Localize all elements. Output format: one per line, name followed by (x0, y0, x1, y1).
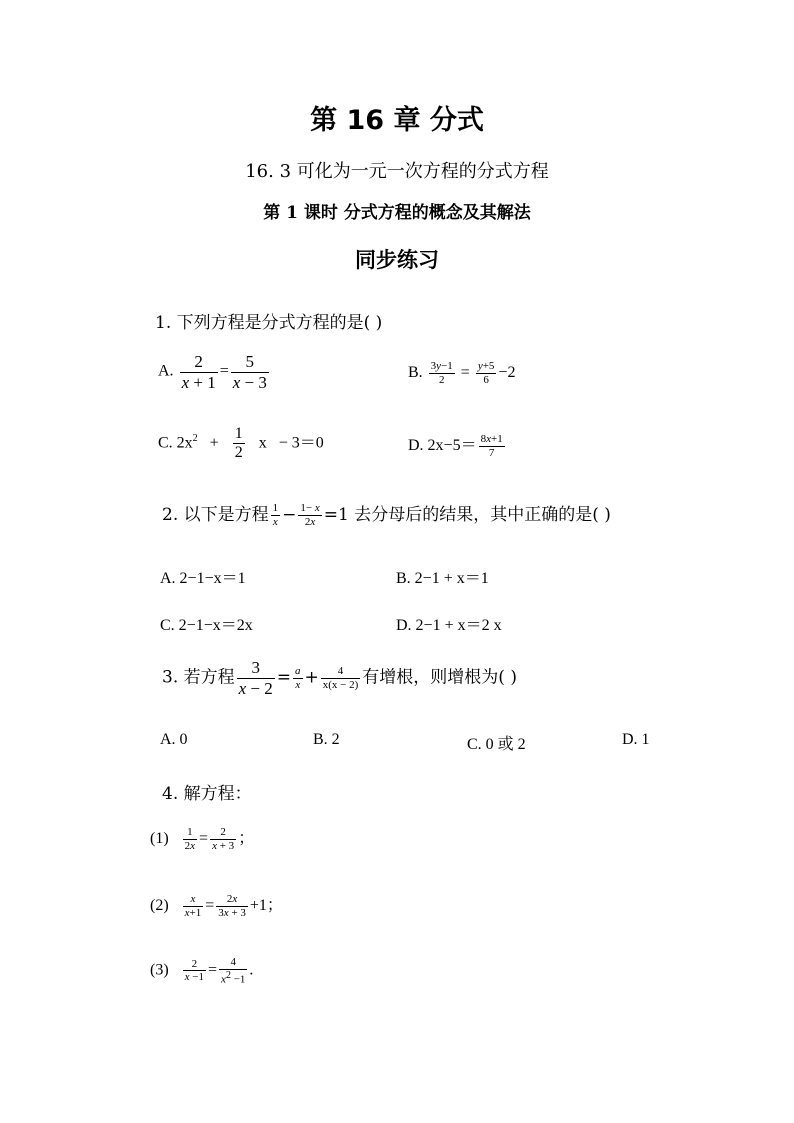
q3-stem: 3. 若方程 $\frac{3}{x - 2}$ = $\frac{a}{x}$ + $\frac{4}{x(x - 2)}$ 有增根，则增根为( ) (162, 658, 517, 698)
q3-option-c: C. 0 或 2 (467, 736, 526, 753)
q1-option-d: D. 2x−5＝ $\frac{8x+1}{7}$ (408, 433, 503, 459)
q1-option-c: C. $2x^2$ + $\frac{1}{2}$ x − 3＝0 (158, 425, 324, 462)
practice-heading: 同步练习 (355, 247, 439, 272)
q3-option-b: B. 2 (313, 731, 340, 748)
lesson-title: 第 1 课时 分式方程的概念及其解法 (263, 203, 531, 223)
q4-stem: 4. 解方程： (162, 784, 252, 804)
q4-part-2: (2) $\frac{x}{x+1}$ = $\frac{2x}{3x + 3}$ +1； (150, 893, 283, 919)
q1-option-b: B. $\frac{3y-1}{2}$ = $\frac{y+5}{6}$ −2 (408, 360, 516, 386)
q2-stem: 2. 以下是方程 $\frac{1}{x}$ − $\frac{1- x}{2x}$ =1 去分母后的结果，其中正确的是( ) (162, 502, 611, 528)
chapter-title: 第 16 章 分式 (310, 105, 484, 136)
q3-option-a: A. 0 (160, 731, 188, 748)
q1-stem: 1. 下列方程是分式方程的是( ) (155, 313, 383, 333)
q2-option-c: C. 2−1−x＝2x (160, 617, 253, 634)
q2-option-d: D. 2−1 + x＝2 x (396, 617, 502, 634)
section-title: 16. 3 可化为一元一次方程的分式方程 (245, 161, 549, 182)
q2-option-b: B. 2−1 + x＝1 (396, 570, 489, 587)
q1-option-a: A. $\frac{2}{x + 1}$ = $\frac{5}{x - 3}$ (158, 352, 267, 392)
q2-option-a: A. 2−1−x＝1 (160, 570, 246, 587)
q3-option-d: D. 1 (622, 731, 650, 748)
q4-part-1: (1) $\frac{1}{2x}$ = $\frac{2}{x + 3}$ ； (150, 826, 255, 852)
q4-part-3: (3) $\frac{2}{x -1}$ = $\frac{4}{x^2 -1}$ . (150, 956, 254, 986)
